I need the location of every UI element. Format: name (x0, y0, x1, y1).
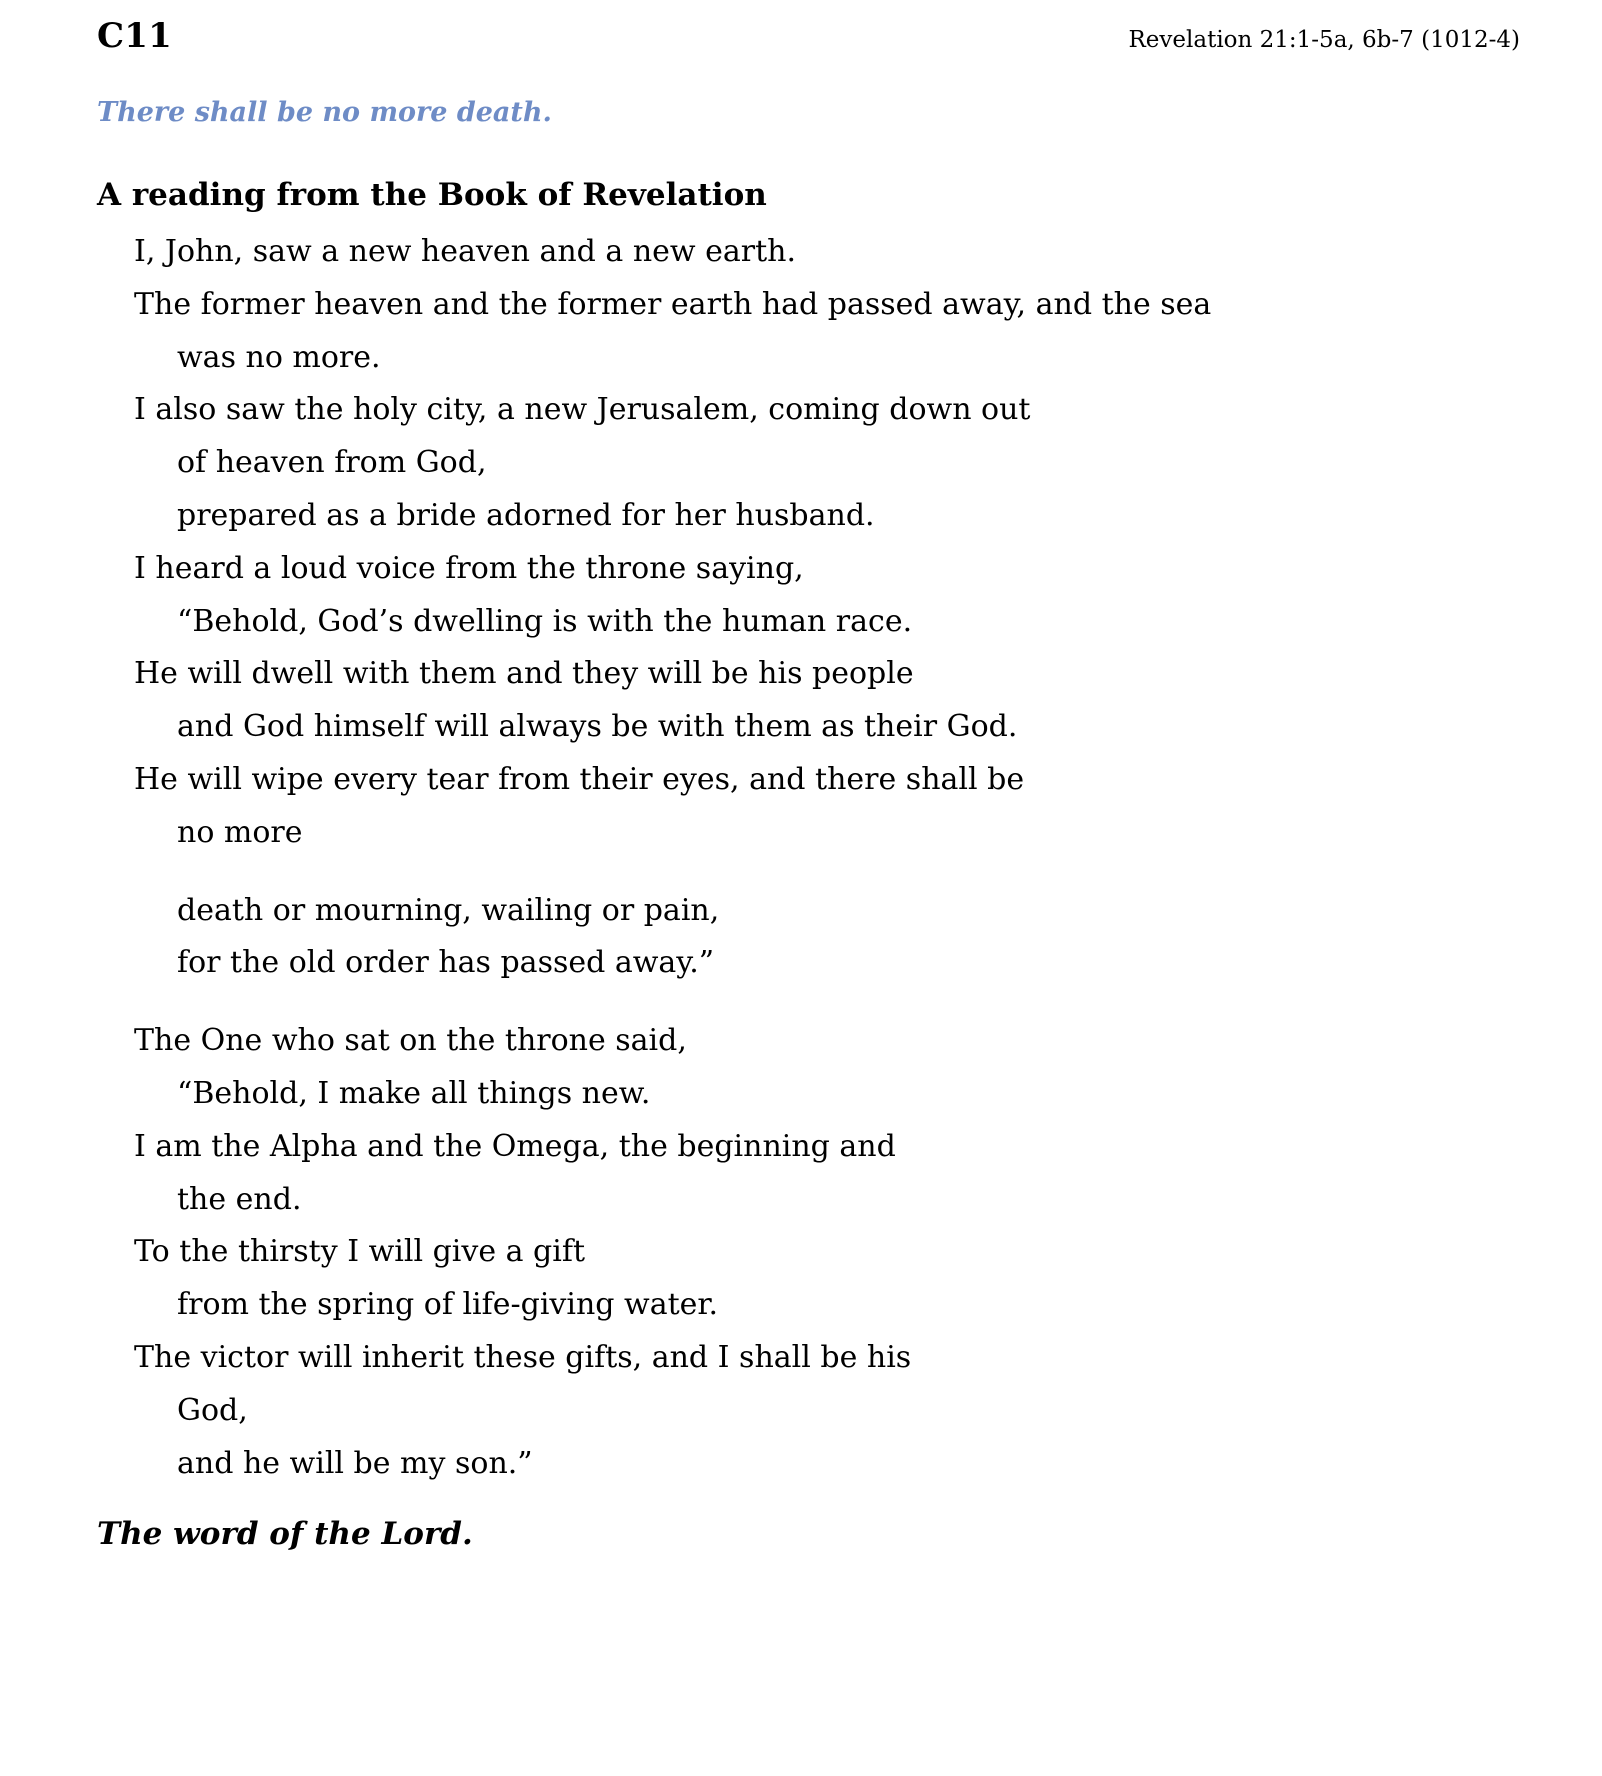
verse-line: To the thirsty I will give a gift (134, 1234, 585, 1270)
verse-line: from the spring of life-giving water. (177, 1287, 718, 1323)
verse-line: The One who sat on the throne said, (134, 1023, 687, 1059)
verse-line: “Behold, I make all things new. (177, 1075, 651, 1111)
verse-line: The former heaven and the former earth had passed away, and the sea (134, 286, 1212, 322)
verse-line: the end. (177, 1181, 302, 1217)
verse-line: death or mourning, wailing or pain, (177, 892, 720, 928)
verse-line: and he will be my son.” (177, 1445, 533, 1481)
closing-line: The word of the Lord. (97, 1516, 473, 1553)
verse-line: He will dwell with them and they will be his people (134, 656, 914, 692)
verse-line: and God himself will always be with them as their God. (177, 709, 1018, 745)
page-code: C11 (97, 16, 172, 56)
verse-line: no more (177, 814, 303, 850)
scripture-citation: Revelation 21:1-5a, 6b-7 (1012-4) (1128, 27, 1520, 53)
reading-subtitle: There shall be no more death. (97, 97, 552, 129)
verse-line: He will wipe every tear from their eyes, and there shall be (134, 761, 1025, 797)
verse-line: I am the Alpha and the Omega, the beginning and (134, 1128, 896, 1164)
verse-line: God, (177, 1392, 248, 1428)
verse-line: I, John, saw a new heaven and a new earth. (134, 233, 797, 269)
verse-line: of heaven from God, (177, 445, 487, 481)
verse-block (0, 226, 1602, 1490)
verse-line: The victor will inherit these gifts, and I shall be his (134, 1339, 912, 1375)
verse-line: was no more. (177, 339, 381, 375)
verse-line: I heard a loud voice from the throne saying, (134, 550, 804, 586)
page-header (0, 0, 1602, 55)
verse-line: for the old order has passed away.” (177, 945, 715, 981)
reading-intro-line: A reading from the Book of Revelation (97, 176, 767, 213)
verse-line: prepared as a bride adorned for her husband. (177, 497, 875, 533)
verse-line: “Behold, God’s dwelling is with the human race. (177, 603, 913, 639)
verse-line: I also saw the holy city, a new Jerusalem, coming down out (134, 392, 1031, 428)
